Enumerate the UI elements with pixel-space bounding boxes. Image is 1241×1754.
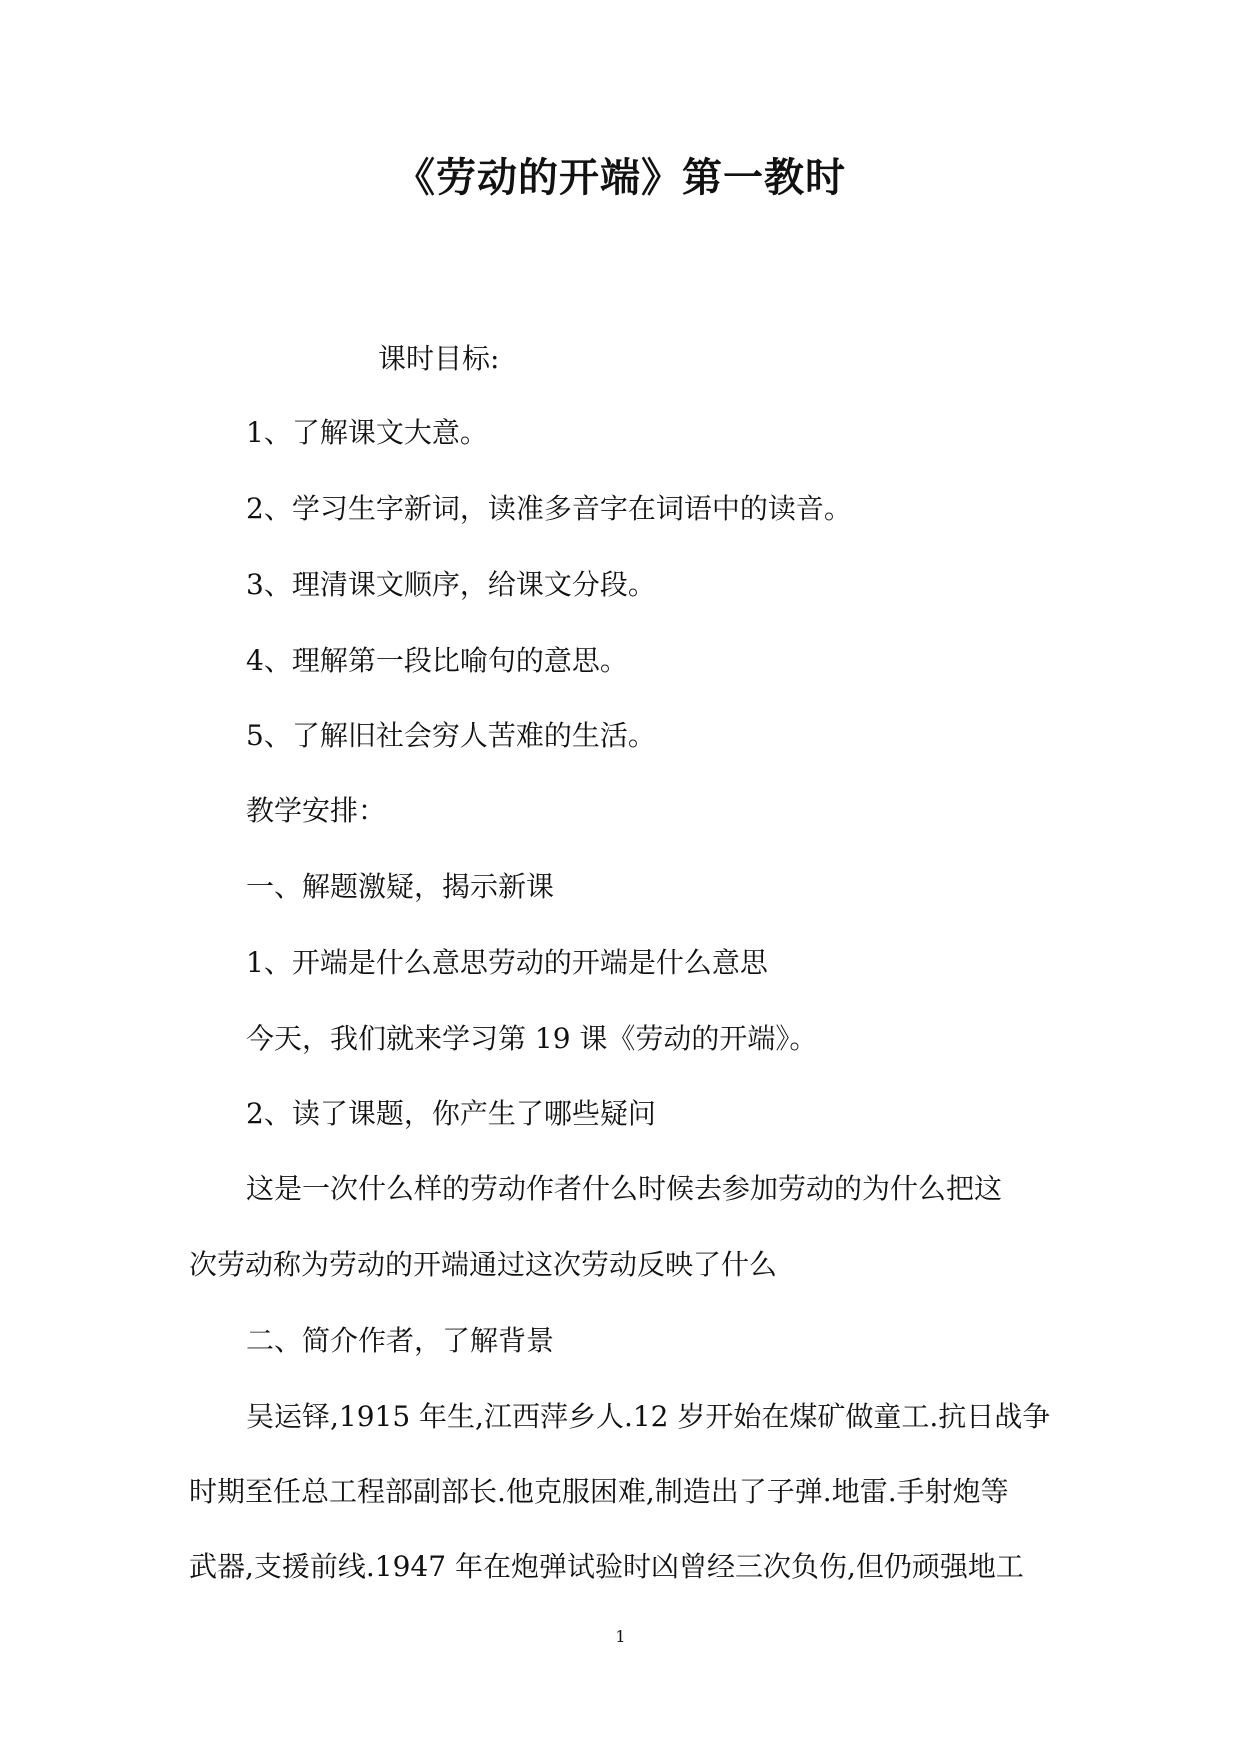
paragraph-line: 今天，我们就来学习第 19 课《劳动的开端》。 [246, 1022, 818, 1055]
objective-item-4: 4、理解第一段比喻句的意思。 [246, 644, 628, 677]
paragraph-line: 次劳动称为劳动的开端通过这次劳动反映了什么 [189, 1248, 778, 1281]
paragraph-line: 2、读了课题，你产生了哪些疑问 [246, 1097, 656, 1130]
section-heading-2: 二、简介作者，了解背景 [246, 1324, 555, 1357]
objective-item-3: 3、理清课文顺序，给课文分段。 [246, 568, 656, 601]
paragraph-line: 时期至任总工程部副部长.他克服困难,制造出了子弹.地雷.手射炮等 [189, 1475, 1009, 1508]
lesson-objectives-heading: 课时目标: [378, 342, 500, 375]
paragraph-line: 这是一次什么样的劳动作者什么时候去参加劳动的为什么把这 [246, 1172, 1003, 1205]
paragraph-line: 1、开端是什么意思劳动的开端是什么意思 [246, 946, 768, 979]
document-title: 《劳动的开端》第一教时 [395, 154, 846, 201]
section-heading-1: 一、解题激疑，揭示新课 [246, 870, 555, 903]
paragraph-line: 武器,支援前线.1947 年在炮弹试验时凶曾经三次负伤,但仍顽强地工 [189, 1550, 1024, 1583]
paragraph-line: 吴运铎,1915 年生,江西萍乡人.12 岁开始在煤矿做童工.抗日战争 [246, 1400, 1051, 1433]
objective-item-2: 2、学习生字新词，读准多音字在词语中的读音。 [246, 492, 852, 525]
objective-item-5: 5、了解旧社会穷人苦难的生活。 [246, 719, 656, 752]
teaching-arrangement-heading: 教学安排： [246, 794, 387, 827]
page-number: 1 [615, 1627, 626, 1646]
objective-item-1: 1、了解课文大意。 [246, 416, 488, 449]
